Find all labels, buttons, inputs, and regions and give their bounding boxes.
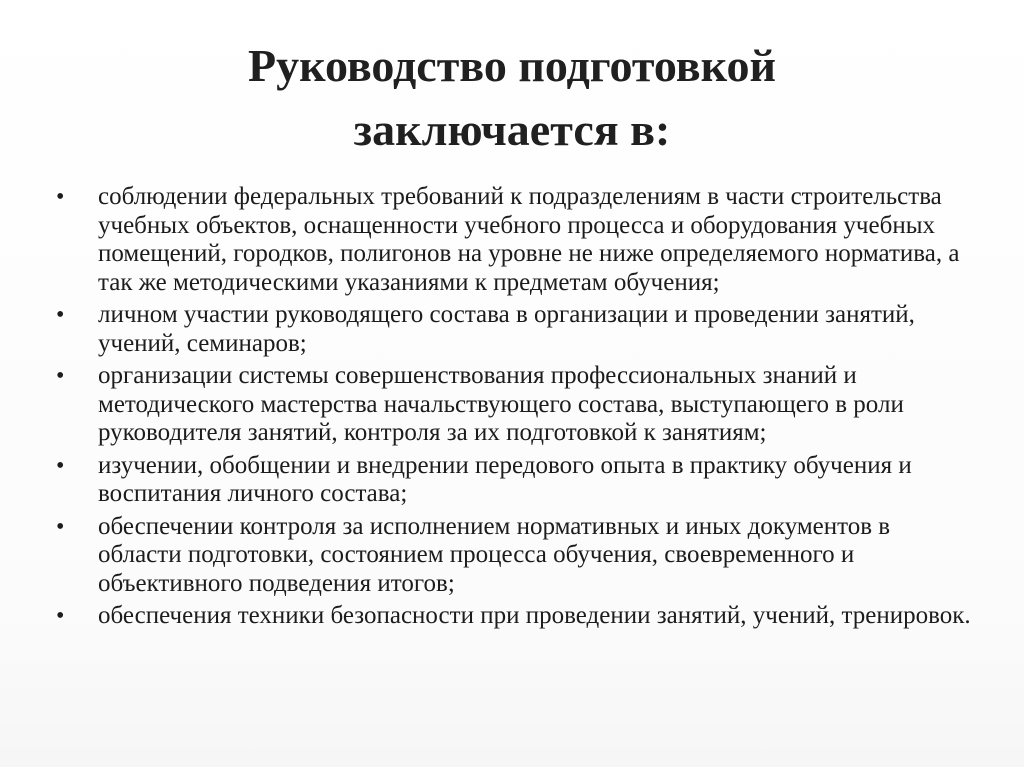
bullet-list <box>56 183 976 635</box>
bullet-text-3: организации системы совершенствования профессиональных знаний и методического мастерства начальствующего состава, выступающего в роли руководителя занятий, контроля за их подготовкой к занятиям; <box>98 362 904 446</box>
bullet-text-2: личном участии руководящего состава в организации и проведении занятий, учений, семинаров; <box>98 301 915 357</box>
bullet-item-4 <box>56 452 976 509</box>
bullet-icon: • <box>56 363 65 389</box>
bullet-icon: • <box>56 452 65 479</box>
bullet-icon: • <box>56 302 65 328</box>
slide-title-line-1: Руководство подготовкой <box>247 40 777 91</box>
slide-title-line-2: заключается в: <box>353 104 671 155</box>
bullet-icon: • <box>56 513 65 540</box>
bullet-item-3 <box>56 362 976 448</box>
bullet-icon: • <box>56 603 65 629</box>
bullet-text-4: изучении, обобщении и внедрении передового опыта в практику обучения и воспитания личного состава; <box>98 451 912 507</box>
bullet-text-5: обеспечении контроля за исполнением нормативных и иных документов в области подготовки, состоянием процесса обучения, своевременного и объективного подведения итогов; <box>98 512 891 597</box>
bullet-text-1: соблюдении федеральных требований к подразделениям в части строительства учебных объектов, оснащенности учебного процесса и оборудования учебных помещений, городков, полигонов на уровне не ниже определяемого норматива, а так же методическими указаниями к предметам обучения; <box>98 183 960 296</box>
bullet-text-6: обеспечения техники безопасности при проведении занятий, учений, тренировок. <box>98 602 971 629</box>
slide-title <box>0 34 1024 162</box>
bullet-item-5 <box>56 513 976 599</box>
bullet-item-1 <box>56 183 976 297</box>
bullet-item-6 <box>56 602 976 631</box>
bullet-item-2 <box>56 301 976 358</box>
bullet-icon: • <box>56 184 65 210</box>
